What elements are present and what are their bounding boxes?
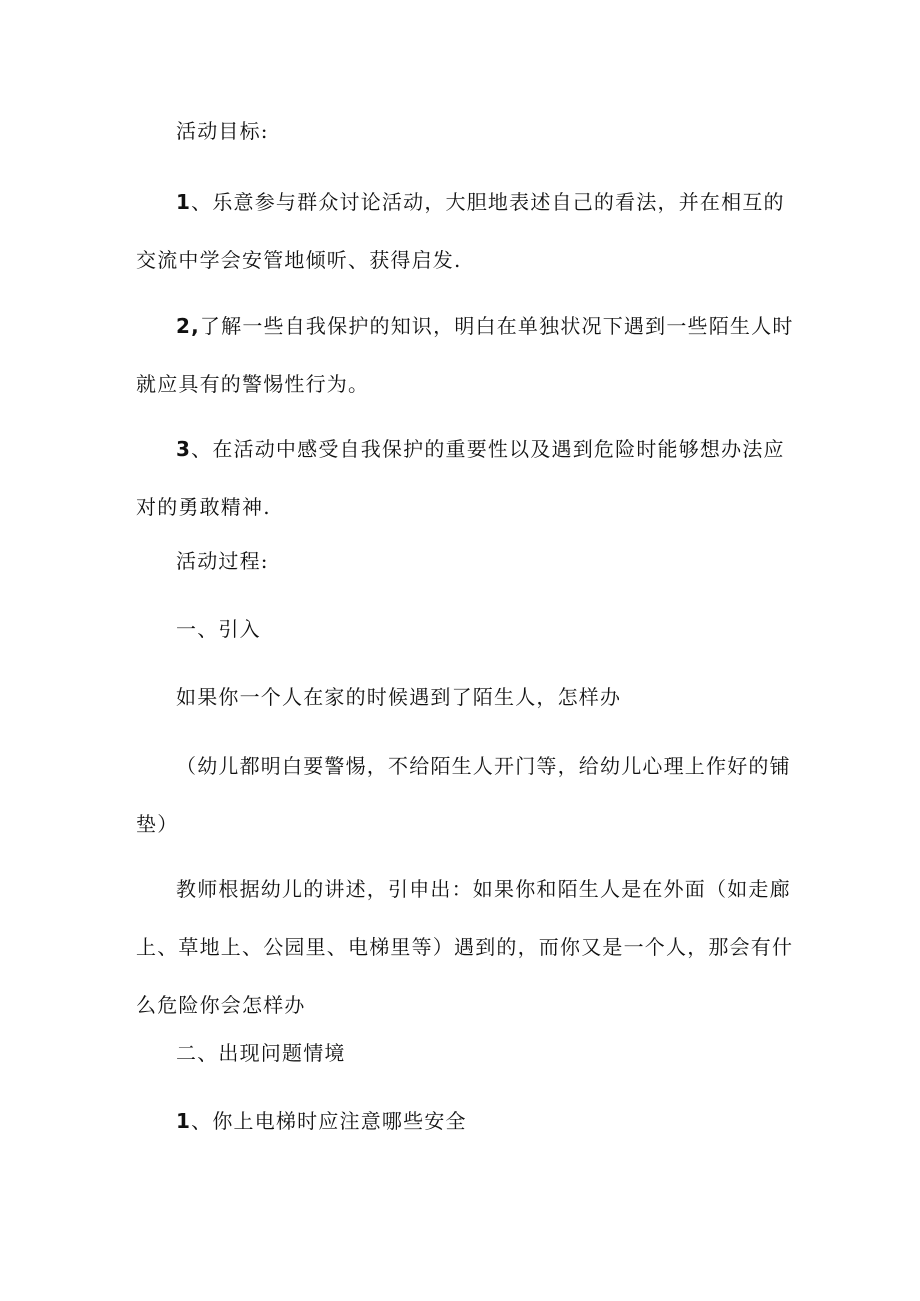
heading-activity-goals — [136, 102, 796, 160]
item-1-text: 、你上电梯时应注意哪些安全 — [191, 1109, 467, 1133]
goal-2-paragraph — [136, 297, 796, 413]
note-text: （幼儿都明白要警惕，不给陌生人开门等，给幼儿心理上作好的铺垫） — [136, 754, 791, 836]
heading-text: 活动过程: — [176, 549, 269, 573]
item-1-number: 1 — [176, 1109, 192, 1133]
teacher-paragraph — [136, 860, 796, 1034]
section-heading-text: 二、出现问题情境 — [176, 1041, 346, 1065]
heading-text: 活动目标: — [176, 119, 269, 143]
goal-1-number: 1 — [176, 190, 192, 214]
goal-3-paragraph — [136, 420, 796, 536]
section-heading-text: 一、引入 — [176, 617, 261, 641]
goal-3-text: 、在活动中感受自我保护的重要性以及遇到危险时能够想办法应对的勇敢精神. — [136, 437, 785, 519]
goal-1-text: 、乐意参与群众讨论活动，大胆地表述自己的看法，并在相互的交流中学会安管地倾听、获得启发. — [136, 190, 785, 272]
goal-2-text: 了解一些自我保护的知识，明白在单独状况下遇到一些陌生人时就应具有的警惕性行为。 — [136, 314, 794, 396]
section-2-heading — [136, 1024, 796, 1082]
heading-activity-process — [136, 532, 796, 590]
section-1-heading — [136, 600, 796, 658]
teacher-text: 教师根据幼儿的讲述，引申出：如果你和陌生人是在外面（如走廊上、草地上、公园里、电梯里等）遇到的，而你又是一个人，那会有什么危险你会怎样办 — [136, 877, 794, 1017]
goal-1-paragraph — [136, 173, 796, 289]
question-text: 如果你一个人在家的时候遇到了陌生人，怎样办 — [176, 685, 622, 709]
question-1-paragraph — [136, 668, 796, 726]
item-1-paragraph — [136, 1092, 796, 1150]
goal-2-number: 2, — [176, 314, 200, 338]
note-1-paragraph — [136, 737, 796, 853]
goal-3-number: 3 — [176, 437, 192, 461]
